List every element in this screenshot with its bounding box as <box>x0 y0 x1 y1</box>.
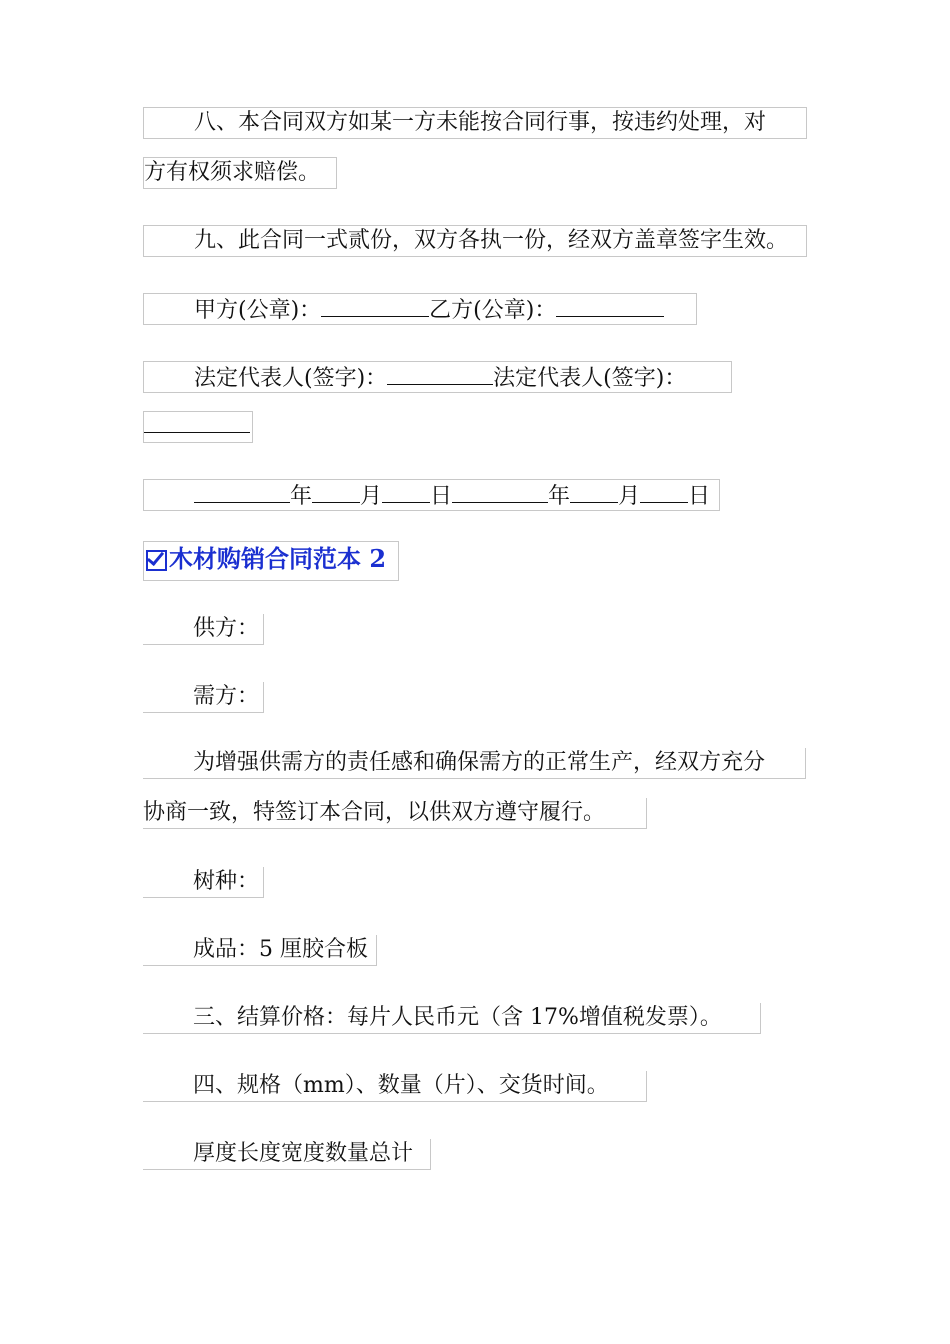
species-line: 树种： <box>143 867 264 898</box>
rep-b-blank <box>144 412 250 433</box>
party-a-blank <box>321 294 429 317</box>
buyer-line: 需方： <box>143 682 264 713</box>
date-line: 年 月 日 年 月 日 <box>143 479 720 511</box>
party-b-blank <box>556 294 664 317</box>
month-b-blank <box>570 480 618 503</box>
price-line: 三、结算价格：每片人民币元（含 17%增值税发票）。 <box>143 1003 761 1034</box>
clause-eight-line1: 八、本合同双方如某一方未能按合同行事，按违约处理，对 <box>143 107 807 139</box>
checkbox-icon <box>146 550 167 571</box>
supplier-line: 供方： <box>143 614 264 645</box>
seal-line <box>143 293 697 325</box>
table-header-line: 厚度长度宽度数量总计 <box>143 1139 431 1170</box>
rep-a-blank <box>387 362 493 385</box>
rep-a-label: 法定代表人(签字)： <box>194 366 388 391</box>
rep-b-blank-box <box>143 411 253 443</box>
section-title: 木材购销合同范本 2 <box>169 544 387 573</box>
party-a-label: 甲方(公章)： <box>194 298 322 323</box>
day-b-blank <box>640 480 688 503</box>
year-b-blank <box>452 480 548 503</box>
representative-line <box>143 361 732 393</box>
rep-b-label: 法定代表人(签字)： <box>493 366 687 391</box>
year-a-blank <box>194 480 290 503</box>
clause-nine: 九、此合同一式贰份，双方各执一份，经双方盖章签字生效。 <box>143 225 807 257</box>
clause-eight-line2: 方有权须求赔偿。 <box>143 157 337 189</box>
spec-line: 四、规格（mm）、数量（片）、交货时间。 <box>143 1071 647 1102</box>
day-a-blank <box>382 480 430 503</box>
party-b-label: 乙方(公章)： <box>429 298 557 323</box>
section-heading <box>143 541 399 581</box>
month-a-blank <box>312 480 360 503</box>
product-line: 成品：5 厘胶合板 <box>143 935 377 966</box>
intro-line1: 为增强供需方的责任感和确保需方的正常生产，经双方充分 <box>143 748 806 779</box>
intro-line2: 协商一致，特签订本合同，以供双方遵守履行。 <box>143 798 647 829</box>
